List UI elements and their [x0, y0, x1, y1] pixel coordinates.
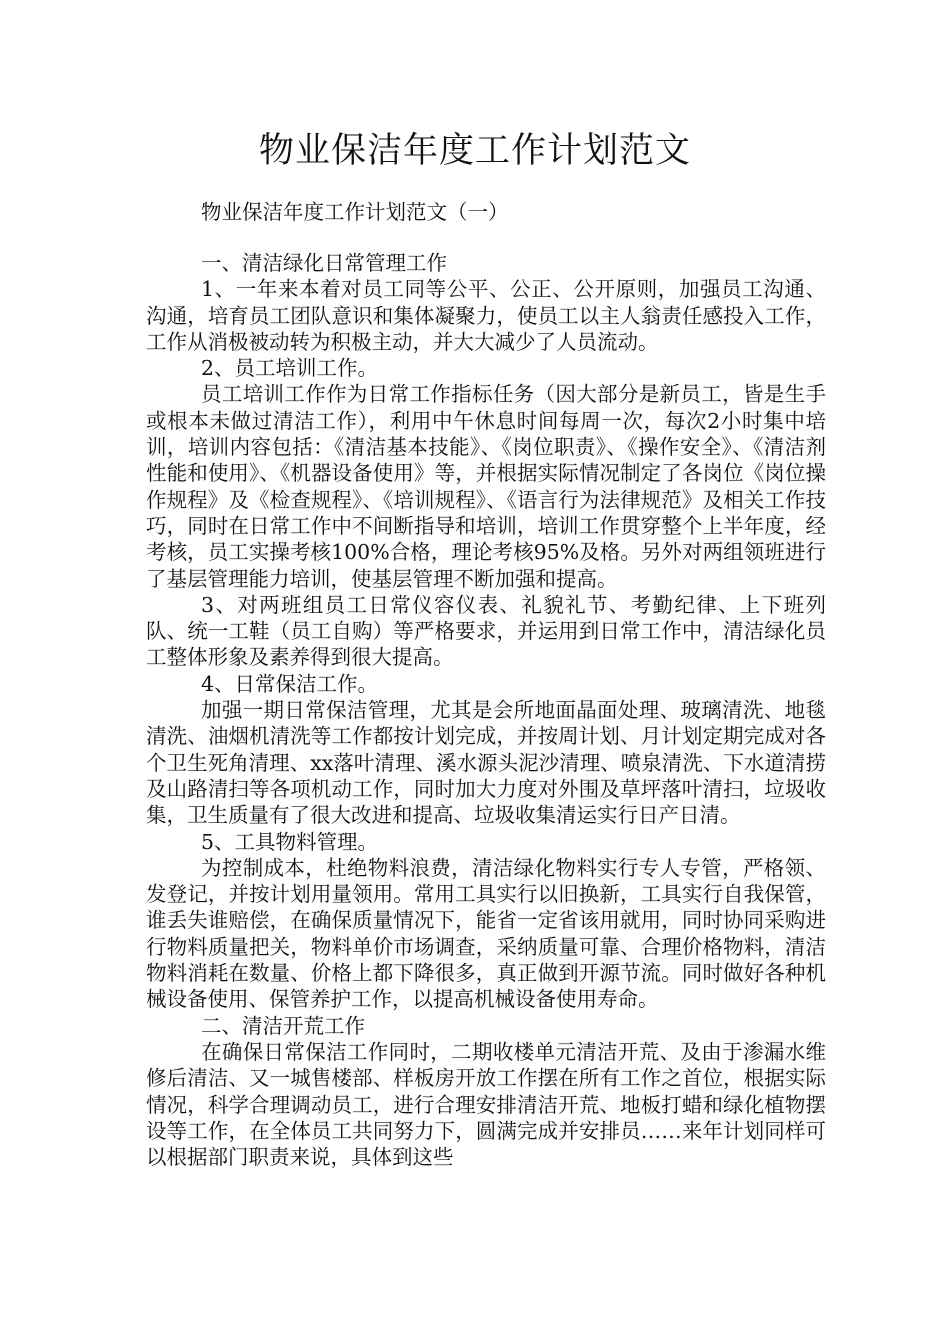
paragraph-daily-cleaning: 加强一期日常保洁管理，尤其是会所地面晶面处理、玻璃清洗、地毯清洗、油烟机清洗等工作都按计划完成，并按周计划、月计划定期完成对各个卫生死角清理、xx落叶清理、溪水源头泥沙清理、喷泉清洗、下水道清捞及山路清扫等各项机动工作，同时加大力度对外围及草坪落叶清扫，垃圾收集，卫生质量有了很大改进和提高、垃圾收集清运实行日产日清。 — [146, 698, 826, 828]
paragraph-item-5-heading: 5、工具物料管理。 — [201, 829, 379, 854]
paragraph-clearing: 在确保日常保洁工作同时，二期收楼单元清洁开荒、及由于渗漏水维修后清洁、又一城售楼部、样板房开放工作摆在所有工作之首位，根据实际情况，科学合理调动员工，进行合理安排清洁开荒、地板打蜡和绿化植物摆设等工作，在全体员工共同努力下，圆满完成并安排员……来年计划同样可以根据部门职责来说，具体到这些 — [146, 1039, 826, 1170]
paragraph-item-1: 1、一年来本着对员工同等公平、公正、公开原则，加强员工沟通、沟通，培育员工团队意识和集体凝聚力，使员工以主人翁责任感投入工作，工作从消极被动转为积极主动，并大大减少了人员流动。 — [146, 277, 826, 354]
document-body — [146, 250, 826, 1170]
document-subtitle: 物业保洁年度工作计划范文（一） — [201, 200, 509, 224]
paragraph-item-2-heading: 2、员工培训工作。 — [201, 356, 379, 381]
section-heading-2: 二、清洁开荒工作 — [201, 1013, 365, 1038]
document-title: 物业保洁年度工作计划范文 — [258, 131, 691, 171]
paragraph-materials: 为控制成本，杜绝物料浪费，清洁绿化物料实行专人专管，严格领、发登记，并按计划用量领用。常用工具实行以旧换新，工具实行自我保管，谁丢失谁赔偿，在确保质量情况下，能省一定省该用就用，同时协同采购进行物料质量把关，物料单价市场调查，采纳质量可靠、合理价格物料，清洁物料消耗在数量、价格上都下降很多，真正做到开源节流。同时做好各种机械设备使用、保管养护工作，以提高机械设备使用寿命。 — [146, 855, 826, 1012]
paragraph-item-4-heading: 4、日常保洁工作。 — [201, 671, 379, 696]
paragraph-training: 员工培训工作作为日常工作指标任务（因大部分是新员工，皆是生手或根本未做过清洁工作），利用中午休息时间每周一次，每次2小时集中培训，培训内容包括：《清洁基本技能》、《岗位职责》、《操作安全》、《清洁剂性能和使用》、《机器设备使用》等，并根据实际情况制定了各岗位《岗位操作规程》及《检查规程》、《培训规程》、《语言行为法律规范》及相关工作技巧，同时在日常工作中不间断指导和培训，培训工作贯穿整个上半年度，经考核，员工实操考核100%合格，理论考核95%及格。另外对两组领班进行了基层管理能力培训，使基层管理不断加强和提高。 — [146, 382, 826, 591]
section-heading-1: 一、清洁绿化日常管理工作 — [201, 251, 447, 275]
paragraph-item-3: 3、对两班组员工日常仪容仪表、礼貌礼节、考勤纪律、上下班列队、统一工鞋（员工自购）等严格要求，并运用到日常工作中，清洁绿化员工整体形象及素养得到很大提高。 — [146, 592, 826, 670]
